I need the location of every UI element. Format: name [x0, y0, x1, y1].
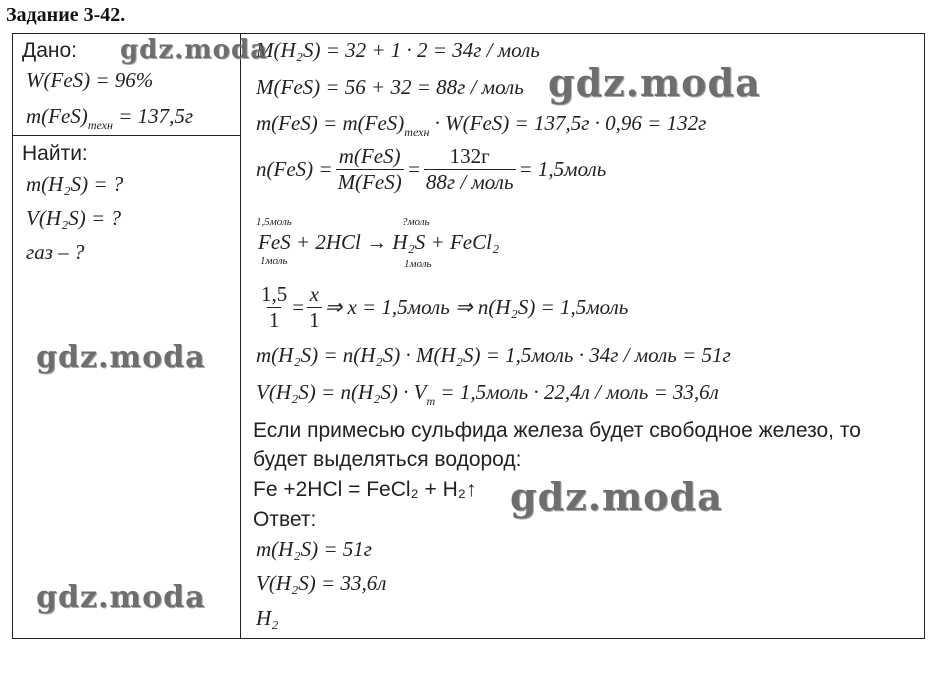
solution-ratio	[256, 284, 628, 331]
fraction-values	[424, 146, 516, 193]
note-line-3: Fe +2HCl = FeCl₂ + H₂↑	[253, 478, 477, 501]
ratio-fraction-1	[259, 284, 289, 331]
fraction-denominator-value: 88г / моль	[425, 170, 514, 194]
given-m-fes-value: = 137,5г	[118, 104, 194, 128]
line3-sub: техн	[404, 125, 430, 139]
ratio-numerator-2: x	[309, 282, 319, 306]
given-m-fes-tech	[26, 106, 193, 131]
watermark: gdz.moda	[120, 35, 269, 65]
line4-eq: =	[406, 157, 421, 181]
answer-gas: H₂	[256, 606, 279, 630]
table-divider-vertical	[240, 33, 241, 639]
given-w-fes: W(FeS) = 96%	[26, 68, 154, 92]
watermark: gdz.moda	[36, 580, 206, 615]
line4-left: n(FeS) =	[256, 157, 333, 181]
ratio-eq-sign: =	[292, 295, 305, 319]
solution-mass-fes	[256, 113, 706, 138]
solution-molar-mass-h2s: M(H₂S) = 32 + 1 · 2 = 34г / моль	[256, 38, 540, 62]
fraction-numerator-value: 132г	[449, 144, 490, 168]
answer-header: Ответ:	[253, 508, 317, 531]
find-header: Найти:	[22, 142, 88, 165]
find-item-mass: m(H₂S) = ?	[26, 172, 124, 196]
ratio-fraction-2	[307, 284, 322, 331]
ratio-denominator-2: 1	[309, 308, 320, 332]
solution-moles-fes	[256, 146, 606, 193]
answer-volume: V(H₂S) = 33,6л	[256, 571, 387, 595]
answer-mass: m(H₂S) = 51г	[256, 537, 372, 561]
watermark: gdz.moda	[36, 340, 206, 375]
line3-right: · W(FeS) = 137,5г · 0,96 = 132г	[434, 111, 707, 135]
ratio-denominator-1: 1	[268, 308, 280, 332]
note-line-2: будет выделяться водород:	[253, 448, 522, 471]
reaction-above-left: 1,5моль	[256, 216, 292, 228]
reaction-below-right: 1моль	[404, 258, 432, 270]
line7-left: V(H₂S) = n(H₂S) · V	[256, 380, 427, 404]
given-m-fes-sub: техн	[87, 118, 113, 132]
given-m-fes-label: m(FeS)	[26, 104, 88, 128]
note-line-1: Если примесью сульфида железа будет свободное железо, то	[253, 419, 861, 442]
find-item-volume: V(H₂S) = ?	[26, 206, 121, 230]
solution-volume-h2s	[256, 382, 719, 407]
ratio-right: ⇒ x = 1,5моль ⇒ n(H₂S) = 1,5моль	[324, 295, 629, 319]
fraction-numerator: m(FeS)	[338, 144, 401, 168]
solution-molar-mass-fes: M(FeS) = 56 + 32 = 88г / моль	[256, 75, 524, 99]
given-header: Дано:	[22, 39, 78, 62]
line7-right: = 1,5моль · 22,4л / моль = 33,6л	[440, 380, 719, 404]
line7-sub: m	[426, 394, 436, 408]
find-item-gas: газ – ?	[26, 240, 85, 264]
ratio-numerator-1: 1,5	[261, 282, 288, 306]
line3-left: m(FeS) = m(FeS)	[256, 111, 405, 135]
fraction-mass-over-molar	[336, 146, 404, 193]
fraction-denominator: M(FeS)	[337, 170, 402, 194]
task-title: Задание 3-42.	[6, 4, 126, 26]
reaction-above-right: ?моль	[402, 216, 430, 228]
watermark: gdz.moda	[510, 474, 723, 519]
watermark: gdz.moda	[548, 60, 761, 105]
solution-mass-h2s: m(H₂S) = n(H₂S) · M(H₂S) = 1,5моль · 34г / моль = 51г	[256, 343, 731, 367]
line4-right: = 1,5моль	[518, 157, 607, 181]
reaction-below-left: 1моль	[260, 255, 288, 267]
table-divider-horizontal	[12, 135, 241, 136]
reaction-equation: FeS + 2HCl → H₂S + FeCl₂	[258, 230, 500, 254]
